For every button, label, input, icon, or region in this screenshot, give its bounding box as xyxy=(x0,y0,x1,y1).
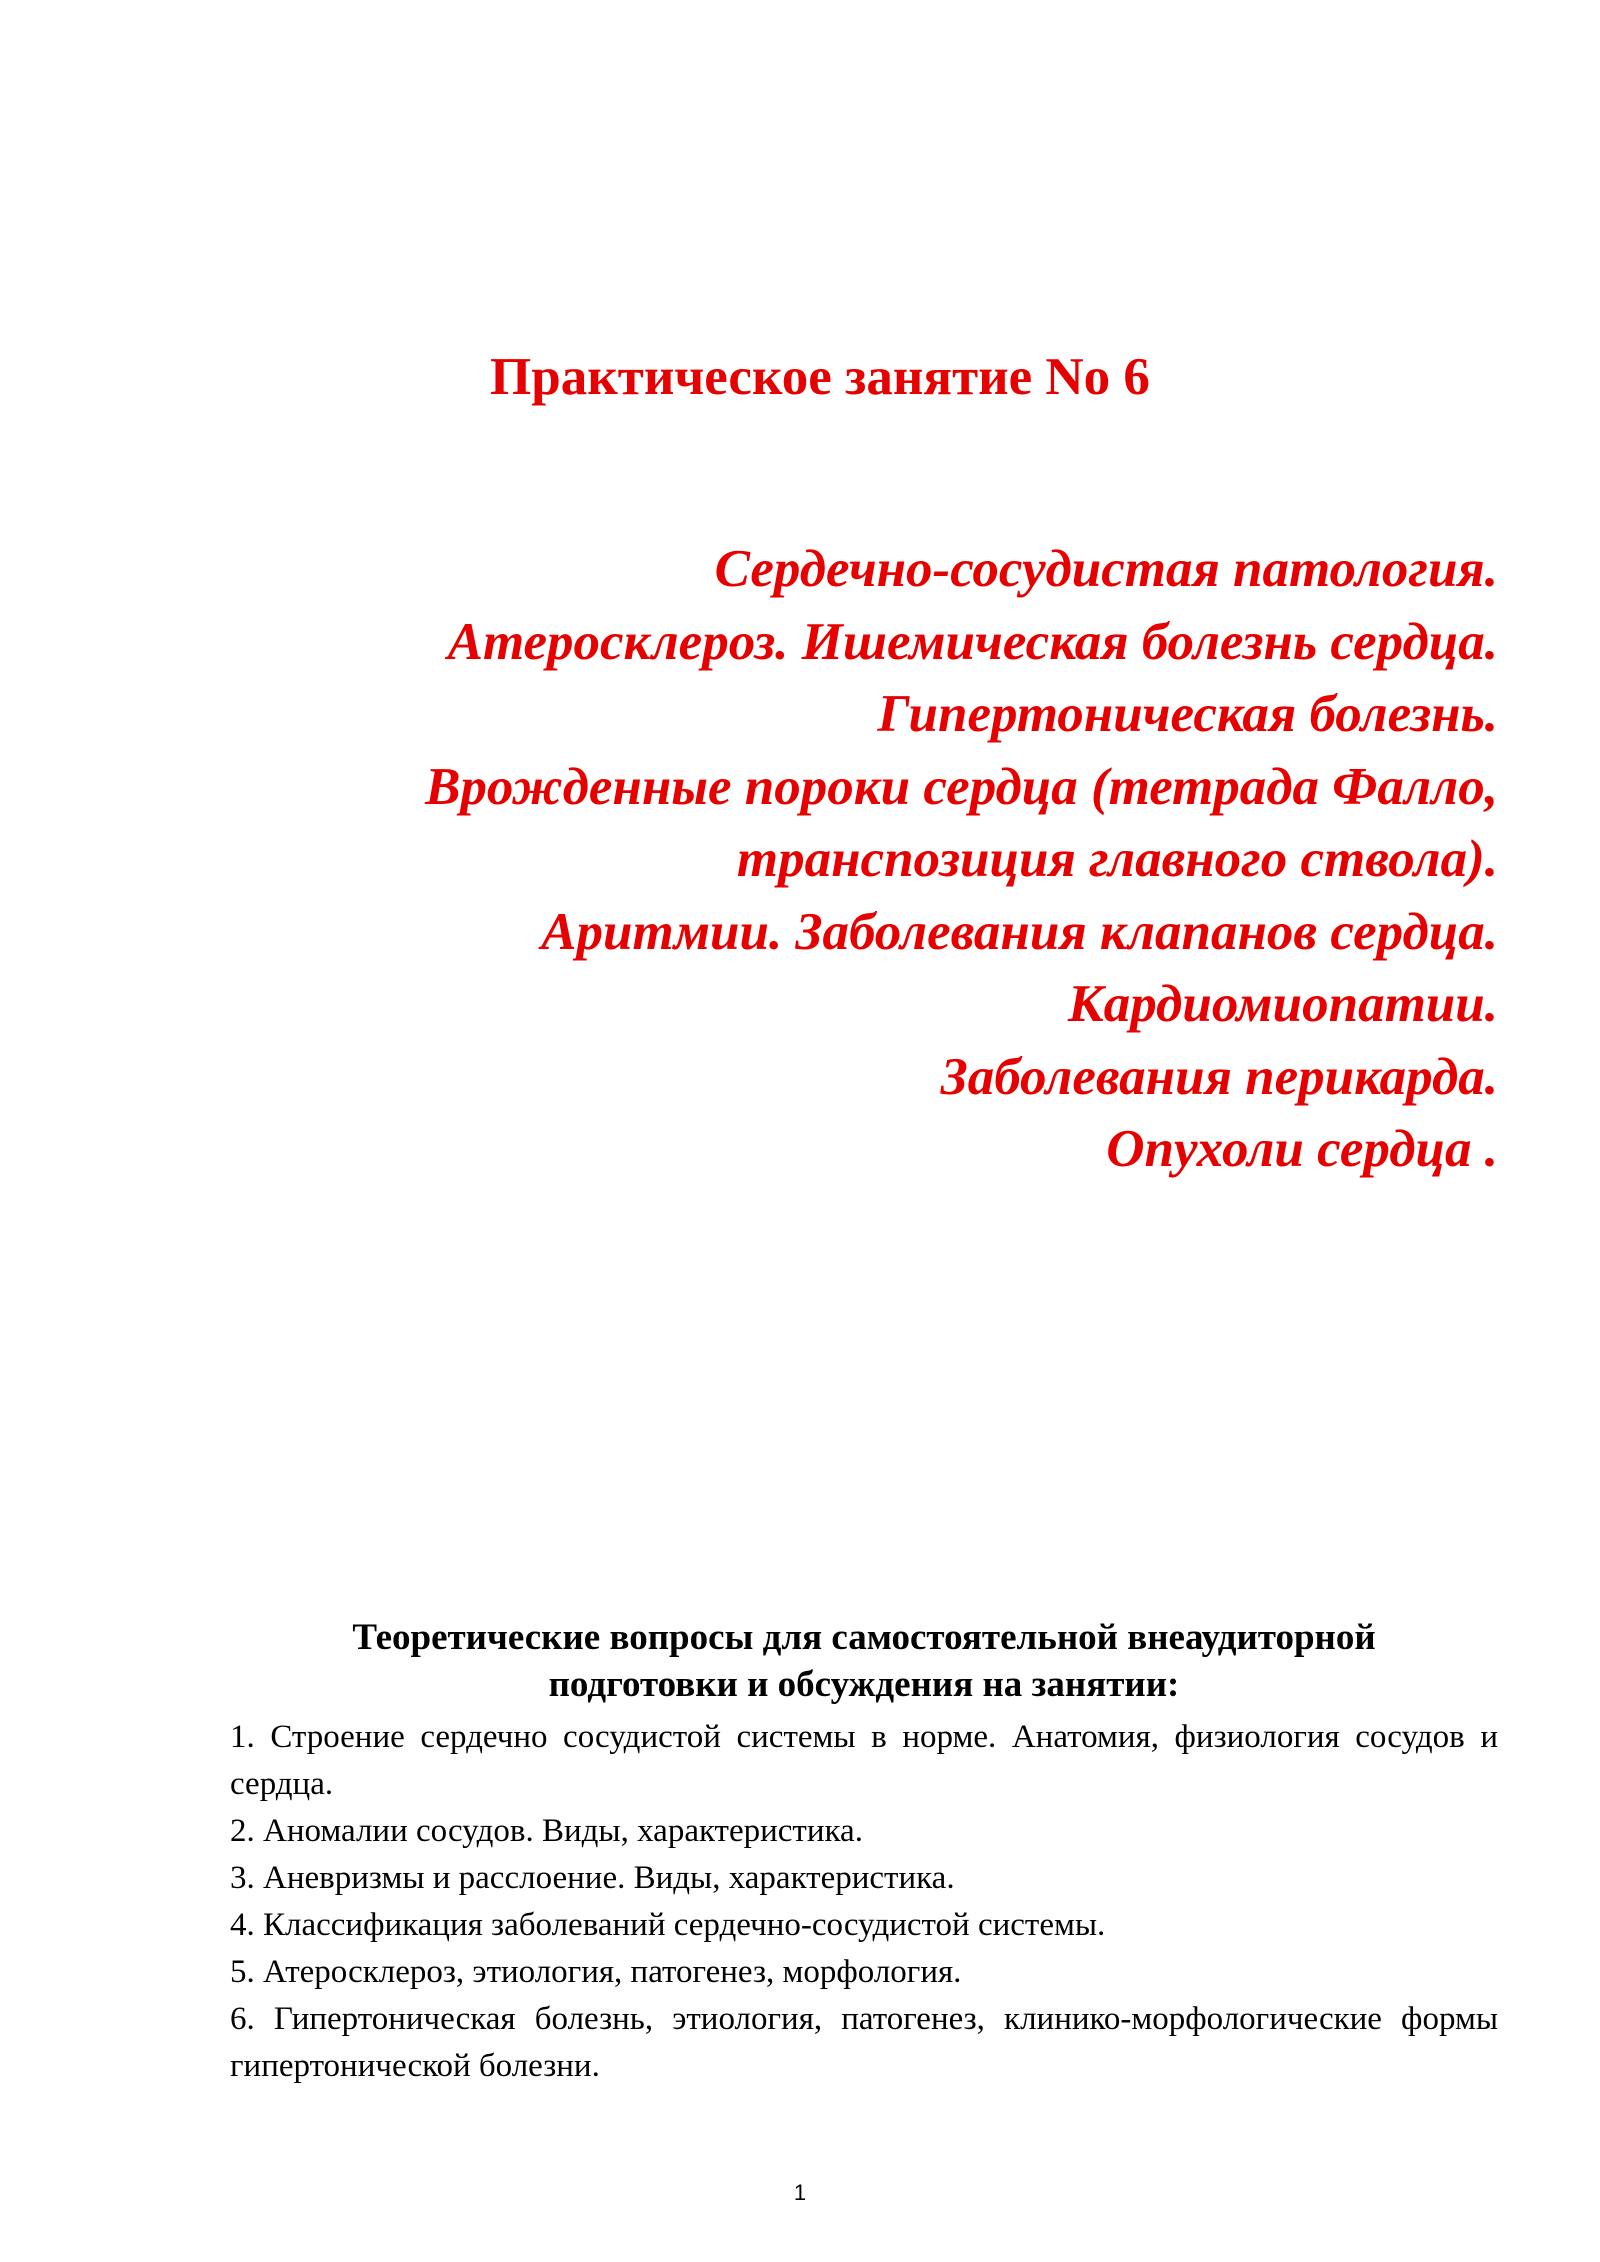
question-item: 1. Строение сердечно сосудистой системы в норме. Анатомия, физиология сосудов и сердца. xyxy=(230,1719,1498,1802)
questions-list xyxy=(230,1714,1498,2090)
lesson-title: Практическое занятие No 6 xyxy=(490,348,1150,406)
question-item: 4. Классификация заболеваний сердечно-сосудистой системы. xyxy=(230,1907,1106,1943)
topic-line: Заболевания перикарда. xyxy=(940,1047,1498,1106)
question-item: 6. Гипертоническая болезнь, этиология, патогенез, клинико-морфологические формы гипертонической болезни. xyxy=(230,2001,1498,2084)
topic-line: Атеросклероз. Ишемическая болезнь сердца. xyxy=(447,612,1498,671)
question-item: 3. Аневризмы и расслоение. Виды, характеристика. xyxy=(230,1860,955,1896)
topic-line: Аритмии. Заболевания клапанов сердца. xyxy=(541,902,1498,961)
questions-heading-line: подготовки и обсуждения на занятии: xyxy=(548,1664,1180,1705)
topic-line: Опухоли сердца . xyxy=(1106,1120,1498,1178)
page-number: 1 xyxy=(793,2180,807,2205)
questions-heading-line: Теоретические вопросы для самостоятельной внеаудиторной xyxy=(352,1617,1376,1658)
lesson-topics xyxy=(230,533,1498,1186)
question-item: 5. Атеросклероз, этиология, патогенез, морфология. xyxy=(230,1954,962,1990)
topic-line: Гипертоническая болезнь. xyxy=(877,685,1498,743)
topic-line: Кардиомиопатии. xyxy=(1067,975,1498,1033)
questions-heading xyxy=(230,1614,1498,1708)
question-item: 2. Аномалии сосудов. Виды, характеристика. xyxy=(230,1813,863,1849)
topic-line: Врожденные пороки сердца (тетрада Фалло, xyxy=(425,757,1498,816)
topic-line: Сердечно-сосудистая патология. xyxy=(714,540,1498,598)
topic-line: транспозиция главного ствола). xyxy=(736,830,1498,888)
